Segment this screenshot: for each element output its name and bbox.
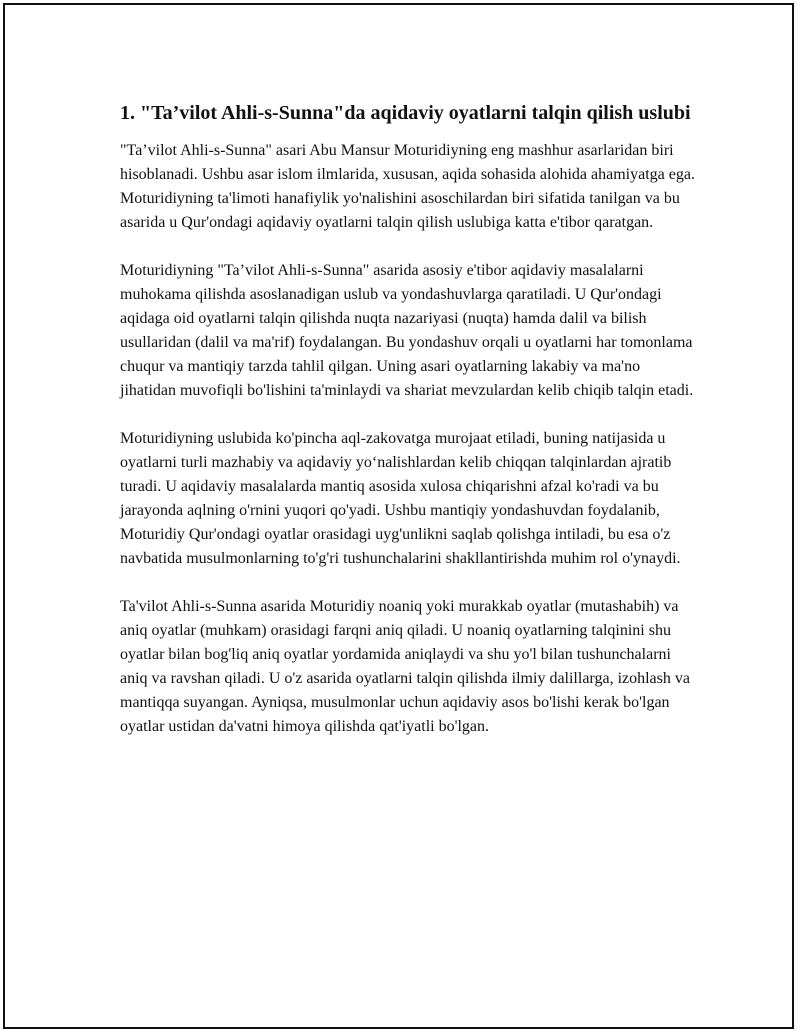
paragraph-2: Moturidiyning "Ta’vilot Ahli-s-Sunna" asarida asosiy e'tibor aqidaviy masalalarni muhokama qilishda asoslanadigan uslub va yondashuvlarga qaratiladi. U Qur'ondagi aqidaga oid oyatlarni talqin qilishda nuqta nazariyasi (nuqta) hamda dalil va bilish usullaridan (dalil va ma'rif) foydalangan. Bu yondashuv orqali u oyatlarni har tomonlama chuqur va mantiqiy tarzda tahlil qilgan. Uning asari oyatlarning lakabiy va ma'no jihatidan muvofiqli bo'lishini ta'minlaydi va shariat mevzulardan kelib chiqib talqin etadi. xyxy=(120,262,694,399)
paragraph-3: Moturidiyning uslubida ko'pincha aql-zakovatga murojaat etiladi, buning natijasida u oyatlarni turli mazhabiy va aqidaviy yo‘nalishlardan kelib chiqqan talqinlardan ajratib turadi. U aqidaviy masalalarda mantiq asosida xulosa chiqarishni afzal ko'radi va bu jarayonda aqlning o'rnini yuqori qo'yadi. Ushbu mantiqiy yondashuvdan foydalanib, Moturidiy Qur'ondagi oyatlar orasidagi uyg'unlikni saqlab qolishga intiladi, bu esa o'z navbatida musulmonlarning to'g'ri tushunchalarini shakllantirishda muhim rol o'ynaydi. xyxy=(120,430,681,567)
paragraph-1: "Ta’vilot Ahli-s-Sunna" asari Abu Mansur Moturidiyning eng mashhur asarlaridan biri hisoblanadi. Ushbu asar islom ilmlarida, xususan, aqida sohasida alohida ahamiyatga ega. Moturidiyning ta'limoti hanafiylik yo'nalishini asoschilardan biri sifatida tanilgan va bu asarida u Qur'ondagi aqidaviy oyatlarni talqin qilish uslubiga katta e'tibor qaratgan. xyxy=(120,142,695,231)
paragraph-4: Ta'vilot Ahli-s-Sunna asarida Moturidiy noaniq yoki murakkab oyatlar (mutashabih) va aniq oyatlar (muhkam) orasidagi farqni aniq qiladi. U noaniq oyatlarning talqinini shu oyatlar bilan bog'liq aniq oyatlar yordamida aniqlaydi va shu yo'l bilan tushunchalarni aniq va ravshan qiladi. U o'z asarida oyatlarni talqin qilishda ilmiy dalillarga, izohlash va mantiqqa suyangan. Ayniqsa, musulmonlar uchun aqidaviy asos bo'lishi kerak bo'lgan oyatlar ustidan da'vatni himoya qilishda qat'iyatli bo'lgan. xyxy=(120,598,690,735)
document-body xyxy=(120,100,700,763)
section-heading: 1. "Ta’vilot Ahli-s-Sunna"da aqidaviy oyatlarni talqin qilish uslubi xyxy=(120,102,691,124)
page-frame xyxy=(3,3,794,1029)
